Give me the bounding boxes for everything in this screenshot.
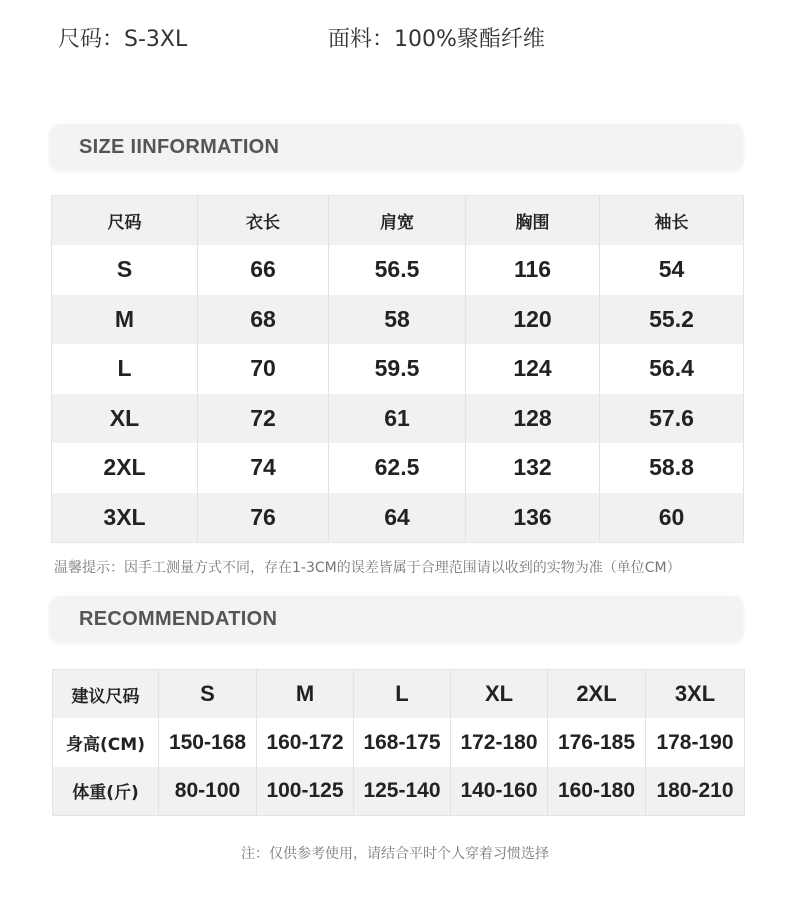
fabric-text: 面料：100%聚酯纤维 xyxy=(328,27,545,52)
table-cell: 3XL xyxy=(52,493,198,543)
table-cell: 68 xyxy=(198,295,329,345)
header-shoulder: 肩宽 xyxy=(329,196,466,246)
table-cell: 100-125 xyxy=(257,767,354,816)
table-cell: 70 xyxy=(198,344,329,394)
weight-row xyxy=(53,767,745,816)
size-header-cell: XL xyxy=(451,670,548,719)
height-label: 身高(CM) xyxy=(53,718,159,767)
table-cell: 136 xyxy=(466,493,600,543)
table-cell: L xyxy=(52,344,198,394)
table-cell: M xyxy=(52,295,198,345)
recommendation-table xyxy=(52,669,745,816)
table-cell: 58.8 xyxy=(649,454,694,481)
table-row xyxy=(52,493,744,543)
table-cell: 176-185 xyxy=(548,718,646,767)
header-sleeve: 袖长 xyxy=(654,213,689,233)
table-cell: 172-180 xyxy=(451,718,548,767)
table-cell: 66 xyxy=(198,245,329,295)
header-chest: 胸围 xyxy=(466,196,600,246)
header-size: 尺码 xyxy=(52,196,198,246)
recommend-size-label: 建议尺码 xyxy=(53,670,159,719)
table-cell: 150-168 xyxy=(159,718,257,767)
table-cell: 60 xyxy=(658,503,685,530)
table-cell: 160-172 xyxy=(257,718,354,767)
table-cell: 180-210 xyxy=(656,778,734,802)
size-header-cell: M xyxy=(257,670,354,719)
table-cell: 128 xyxy=(466,394,600,444)
table-row xyxy=(52,344,744,394)
table-cell: 56.5 xyxy=(329,245,466,295)
recommendation-header-row xyxy=(53,670,745,719)
table-cell: S xyxy=(52,245,198,295)
size-range-text: 尺码：S-3XL xyxy=(58,27,188,52)
table-cell: 140-160 xyxy=(451,767,548,816)
table-cell: 124 xyxy=(466,344,600,394)
table-row xyxy=(52,394,744,444)
table-cell: 120 xyxy=(466,295,600,345)
table-cell: 76 xyxy=(198,493,329,543)
size-table-header xyxy=(52,196,744,246)
table-cell: 64 xyxy=(329,493,466,543)
size-information-title: SIZE IINFORMATION xyxy=(50,124,743,170)
table-cell: XL xyxy=(52,394,198,444)
table-cell: 178-190 xyxy=(656,730,734,754)
table-cell: 2XL xyxy=(52,443,198,493)
table-row xyxy=(52,443,744,493)
table-cell: 116 xyxy=(466,245,600,295)
table-cell: 62.5 xyxy=(329,443,466,493)
size-header-cell: 3XL xyxy=(674,681,716,707)
table-cell: 80-100 xyxy=(159,767,257,816)
table-cell: 72 xyxy=(198,394,329,444)
measurement-notice: 温馨提示：因手工测量方式不同，存在1-3CM的误差皆属于合理范围请以收到的实物为准（单位CM） xyxy=(54,560,681,576)
table-row xyxy=(52,245,744,295)
table-cell: 61 xyxy=(329,394,466,444)
recommendation-title: RECOMMENDATION xyxy=(50,596,743,642)
table-cell: 132 xyxy=(466,443,600,493)
table-cell: 74 xyxy=(198,443,329,493)
table-cell: 59.5 xyxy=(329,344,466,394)
size-chart-table xyxy=(51,195,744,543)
table-cell: 160-180 xyxy=(548,767,646,816)
reference-footnote: 注：仅供参考使用，请结合平时个人穿着习惯选择 xyxy=(241,846,549,862)
weight-label: 体重(斤) xyxy=(53,767,159,816)
size-header-cell: S xyxy=(159,670,257,719)
header-length: 衣长 xyxy=(198,196,329,246)
table-cell: 55.2 xyxy=(649,305,694,332)
height-row xyxy=(53,718,745,767)
table-cell: 58 xyxy=(329,295,466,345)
size-header-cell: L xyxy=(354,670,451,719)
table-cell: 125-140 xyxy=(354,767,451,816)
table-cell: 168-175 xyxy=(354,718,451,767)
size-header-cell: 2XL xyxy=(548,670,646,719)
table-row xyxy=(52,295,744,345)
table-cell: 57.6 xyxy=(649,404,694,431)
table-cell: 54 xyxy=(658,256,685,283)
table-cell: 56.4 xyxy=(649,355,694,382)
